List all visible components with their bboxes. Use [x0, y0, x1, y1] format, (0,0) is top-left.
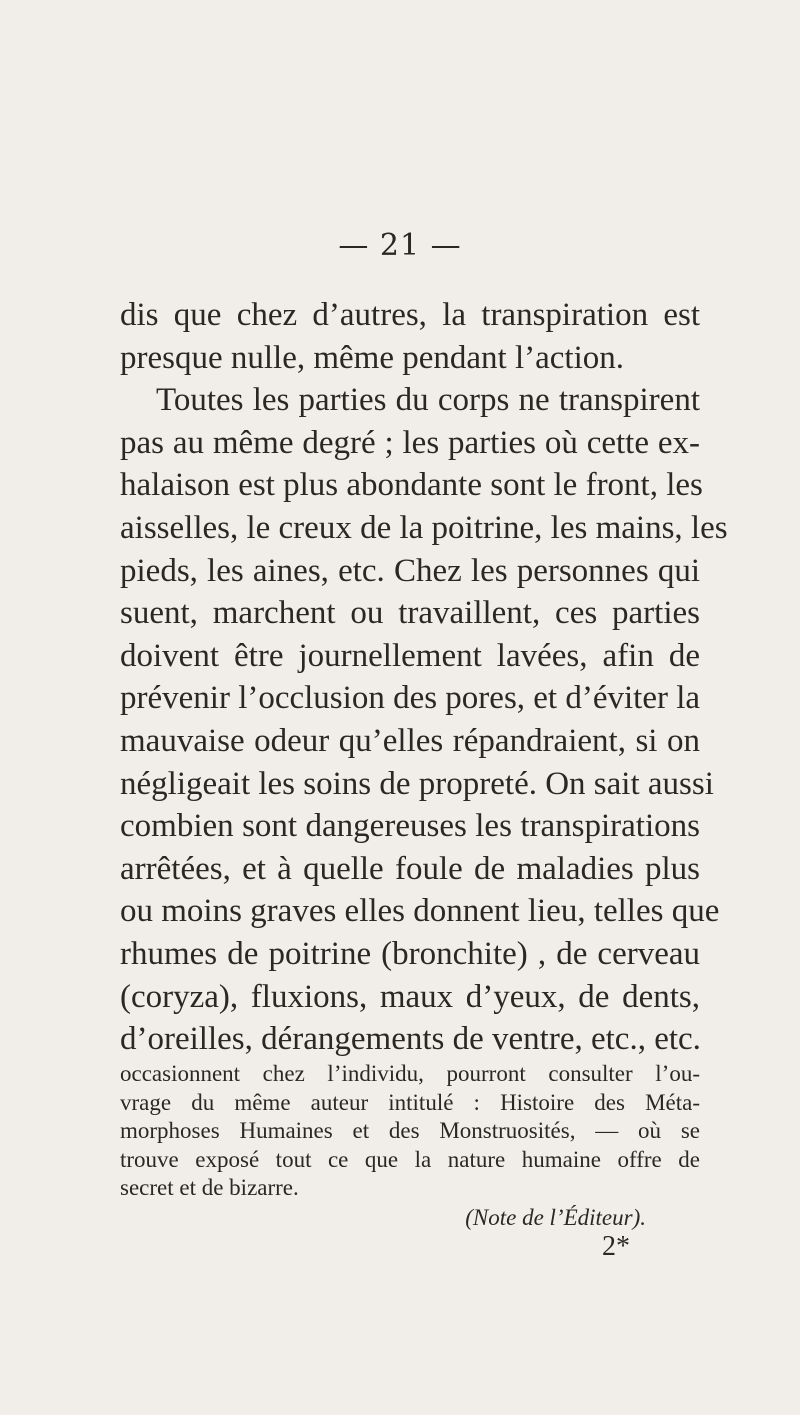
footnote-line: occasionnent chez l’individu, pourront consulter l’ou- — [120, 1061, 700, 1086]
body-line: combien sont dangereuses les transpirations — [120, 808, 700, 845]
body-line: Toutes les parties du corps ne transpirent — [156, 382, 700, 419]
footnote-line: morphoses Humaines et des Monstruosités, — où se — [120, 1118, 700, 1143]
body-line: arrêtées, et à quelle foule de maladies plus — [120, 850, 700, 887]
footnote-line: vrage du même auteur intitulé : Histoire des Méta- — [120, 1089, 700, 1115]
body-line: pas au même degré ; les parties où cette ex- — [120, 424, 700, 461]
body-line: doivent être journellement lavées, afin de — [120, 637, 700, 674]
main-paragraph — [120, 294, 728, 1061]
body-line: ou moins graves elles donnent lieu, telles que — [120, 893, 720, 930]
body-line: aisselles, le creux de la poitrine, les mains, les — [120, 509, 728, 546]
body-line: d’oreilles, dérangements de ventre, etc., etc. — [120, 1021, 701, 1058]
body-line: suent, marchent ou travaillent, ces parties — [120, 595, 700, 632]
editor-note-signature: (Note de l’Éditeur). — [465, 1205, 646, 1230]
body-line: (coryza), fluxions, maux d’yeux, de dents, — [120, 978, 700, 1015]
body-line: presque nulle, même pendant l’action. — [120, 339, 624, 376]
body-line: rhumes de poitrine (bronchite) , de cerveau — [120, 935, 700, 972]
footnote-line: trouve exposé tout ce que la nature humaine offre de — [120, 1146, 700, 1172]
body-line: négligeait les soins de propreté. On sait aussi — [120, 765, 714, 802]
page-number-header: — 21 — — [338, 228, 462, 263]
body-line: halaison est plus abondante sont le front, les — [120, 467, 703, 504]
body-line: mauvaise odeur qu’elles répandraient, si on — [120, 722, 700, 759]
body-line: prévenir l’occlusion des pores, et d’éviter la — [120, 680, 701, 717]
footnote-line: secret et de bizarre. — [120, 1175, 299, 1200]
footnote — [120, 1060, 700, 1203]
signature-mark: 2* — [602, 1231, 630, 1262]
body-line: dis que chez d’autres, la transpiration est — [120, 297, 700, 333]
body-line: pieds, les aines, etc. Chez les personnes qui — [120, 552, 700, 589]
